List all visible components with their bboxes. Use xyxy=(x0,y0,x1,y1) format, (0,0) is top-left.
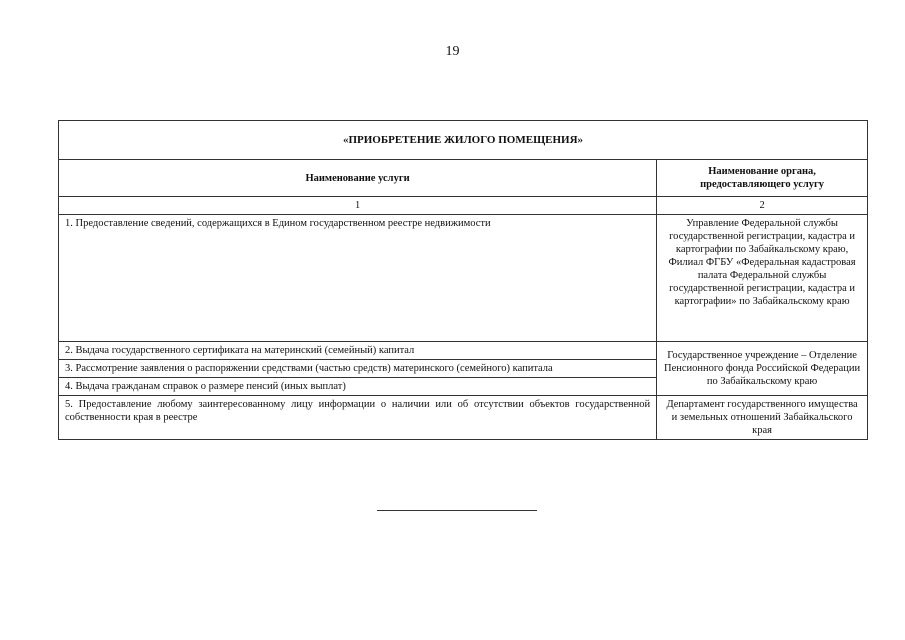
table-row xyxy=(59,342,868,360)
service-5: 5. Предоставление любому заинтересованному лицу информации о наличии или об отсутствии объектов государственной собственности края в реестре xyxy=(59,396,657,440)
page-number: 19 xyxy=(445,44,460,59)
column-number-1: 1 xyxy=(59,197,657,215)
header-organization xyxy=(657,160,868,197)
footer-divider xyxy=(377,510,537,511)
table-row xyxy=(59,215,868,342)
section-title: «ПРИОБРЕТЕНИЕ ЖИЛОГО ПОМЕЩЕНИЯ» xyxy=(59,121,868,160)
organization-1: Управление Федеральной службы государственной регистрации, кадастра и картографии по Забайкальскому краю, Филиал ФГБУ «Федеральная кадастровая палата Федеральной службы государственной регистрации, кадастра и картографии» по Забайкальскому краю xyxy=(657,215,868,342)
services-table xyxy=(58,120,868,440)
table-header-row xyxy=(59,160,868,197)
column-number-row xyxy=(59,197,868,215)
header-organization-line2: предоставляющего услугу xyxy=(700,179,825,190)
service-4: 4. Выдача гражданам справок о размере пенсий (иных выплат) xyxy=(59,378,657,396)
service-2: 2. Выдача государственного сертификата на материнский (семейный) капитал xyxy=(59,342,657,360)
organization-2: Государственное учреждение – Отделение Пенсионного фонда Российской Федерации по Забайкальскому краю xyxy=(657,342,868,396)
service-1: 1. Предоставление сведений, содержащихся в Едином государственном реестре недвижимости xyxy=(59,215,657,342)
table-row xyxy=(59,396,868,440)
table-title-row xyxy=(59,121,868,160)
header-service: Наименование услуги xyxy=(59,160,657,197)
service-3: 3. Рассмотрение заявления о распоряжении средствами (частью средств) материнского (семейного) капитала xyxy=(59,360,657,378)
organization-3: Департамент государственного имущества и земельных отношений Забайкальского края xyxy=(657,396,868,440)
column-number-2: 2 xyxy=(657,197,868,215)
header-organization-line1: Наименование органа, xyxy=(708,166,816,177)
